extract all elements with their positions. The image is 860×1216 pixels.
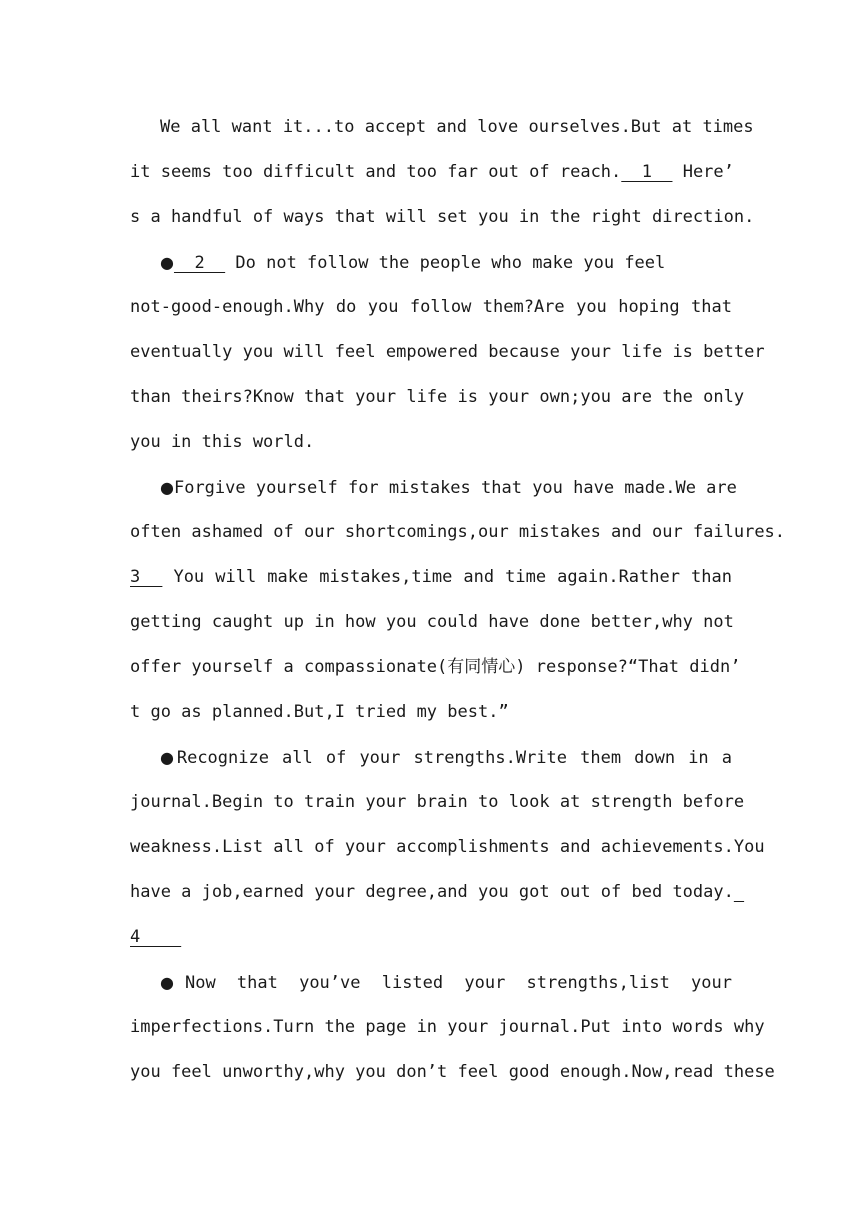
text-run: getting caught up in how you could have done better,why not — [130, 612, 734, 632]
text-line — [130, 735, 732, 780]
text-run: imperfections.Turn the page in your journal.Put into words why — [130, 1017, 765, 1037]
text-line — [130, 645, 741, 690]
text-line — [130, 960, 732, 1005]
text-run: Recognize all of your strengths.Write them down in a — [176, 748, 733, 768]
paragraph — [130, 960, 775, 1095]
text-line — [130, 285, 732, 330]
text-run: Do not follow the people who make you feel — [225, 253, 666, 273]
text-line — [130, 600, 732, 645]
document-page — [130, 105, 786, 1095]
text-line — [130, 150, 732, 195]
text-run: weakness.List all of your accomplishments and achievements.You — [130, 837, 765, 857]
text-run: than theirs?Know that your life is your own;you are the only — [130, 387, 745, 407]
bullet-icon: ● — [160, 253, 174, 272]
paragraph — [130, 465, 786, 735]
text-line — [130, 465, 737, 510]
text-run: t go as planned.But,I tried my best.” — [130, 702, 509, 722]
paragraph — [130, 105, 755, 240]
text-line — [130, 105, 754, 150]
text-run: Now that you’ve listed your strengths,list your — [184, 973, 732, 993]
bullet-icon: ● — [160, 748, 177, 767]
bullet-icon: ● — [160, 973, 185, 992]
text-line — [130, 510, 786, 555]
text-run: have a job,earned your degree,and you got out of bed today. — [130, 882, 734, 902]
text-line — [130, 825, 765, 870]
answer-blank: 1 — [621, 162, 673, 182]
text-line — [130, 870, 732, 915]
text-line — [130, 420, 732, 465]
text-run: Forgive yourself for mistakes that you have made.We are — [173, 478, 737, 498]
text-run: eventually you will feel empowered because your life is better — [130, 342, 765, 362]
text-run: it seems too difficult and too far out of reach. — [130, 162, 622, 182]
paragraph — [130, 240, 765, 465]
text-run: you in this world. — [130, 432, 315, 452]
text-run: you feel unworthy,why you don’t feel good enough.Now,read these — [130, 1062, 775, 1082]
text-run: s a handful of ways that will set you in the right direction. — [130, 207, 755, 227]
text-run: journal.Begin to train your brain to look at strength before — [130, 792, 745, 812]
text-run: We all want it...to accept and love ourselves.But at times — [160, 117, 754, 137]
text-line — [130, 1005, 765, 1050]
text-run: not-good-enough.Why do you follow them?Are you hoping that — [130, 297, 732, 317]
text-line — [130, 915, 732, 960]
text-run: often ashamed of our shortcomings,our mistakes and our failures. — [130, 522, 786, 542]
text-line — [130, 1050, 775, 1095]
bullet-icon: ● — [160, 478, 174, 497]
text-line — [130, 330, 765, 375]
text-line — [130, 690, 732, 735]
text-line — [130, 375, 745, 420]
text-line — [130, 195, 755, 240]
text-line — [130, 240, 732, 285]
answer-blank: 3 — [130, 567, 163, 587]
text-run: Here’ — [672, 162, 734, 182]
paragraph — [130, 735, 765, 960]
text-line — [130, 555, 732, 600]
text-run: offer yourself a compassionate(有同情心) response?“That didn’ — [130, 657, 741, 677]
answer-blank: 4 — [130, 927, 182, 947]
text-line — [130, 780, 745, 825]
text-run: You will make mistakes,time and time again.Rather than — [162, 567, 732, 587]
answer-blank — [734, 882, 744, 902]
answer-blank: 2 — [173, 253, 226, 273]
